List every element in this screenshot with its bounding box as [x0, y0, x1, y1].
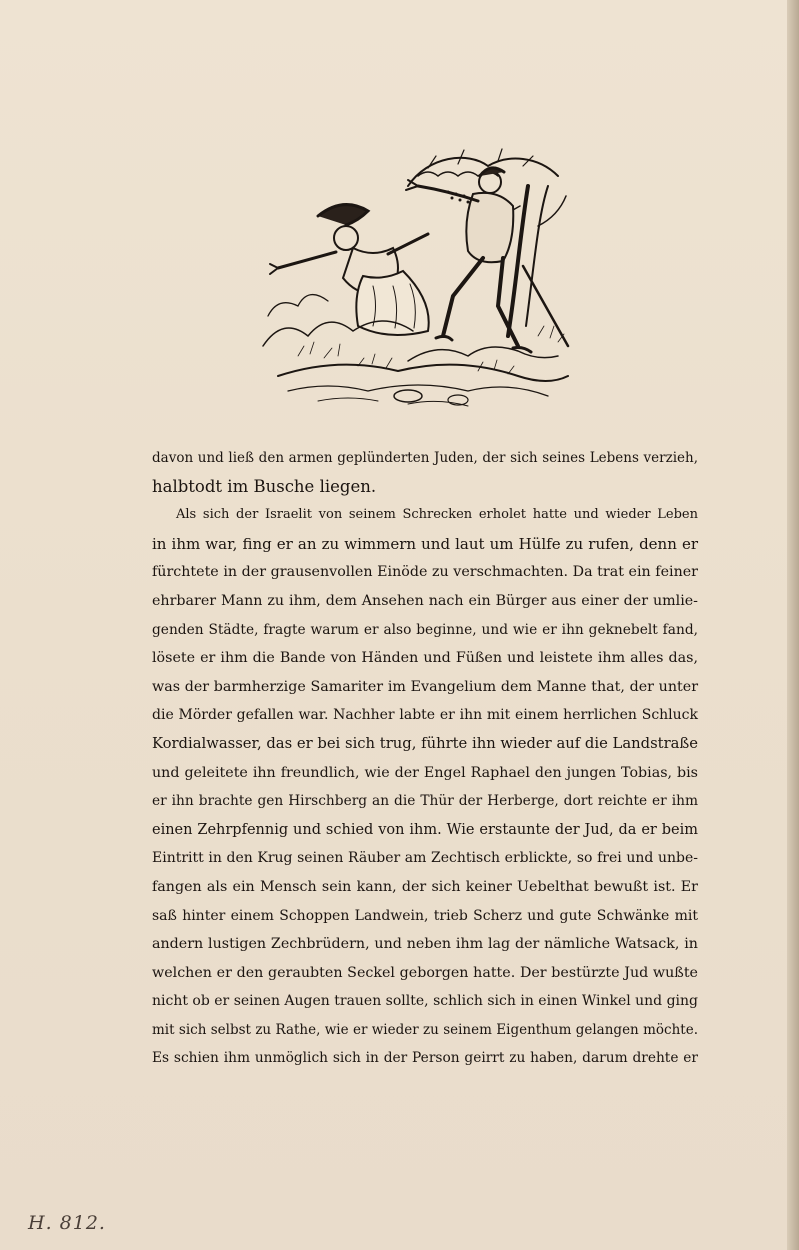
text-line: genden Städte, fragte warum er also beginne, und wie er ihn geknebelt fand,	[152, 621, 698, 638]
page-edge	[787, 0, 799, 1250]
text-line: davon und ließ den armen geplünderten Juden, der sich seines Lebens verzieh,	[152, 450, 698, 466]
text-line: ehrbarer Mann zu ihm, dem Ansehen nach ein Bürger aus einer der umlie-	[152, 592, 698, 609]
shelfmark: H. 812.	[28, 1212, 106, 1234]
text-line: in ihm war, fing er an zu wimmern und laut um Hülfe zu rufen, denn er	[152, 534, 698, 553]
text-line: nicht ob er seinen Augen trauen sollte, schlich sich in einen Winkel und ging	[152, 993, 699, 1010]
text-line: was der barmherzige Samariter im Evangelium dem Manne that, der unter	[152, 678, 698, 695]
text-line: Eintritt in den Krug seinen Räuber am Zechtisch erblickte, so frei und unbe-	[152, 850, 698, 867]
text-line: die Mörder gefallen war. Nachher labte er ihn mit einem herrlichen Schluck	[152, 707, 698, 724]
text-line: Kordialwasser, das er bei sich trug, führte ihn wieder auf die Landstraße	[152, 734, 698, 752]
text-line: saß hinter einem Schoppen Landwein, trieb Scherz und gute Schwänke mit	[152, 907, 698, 924]
text-line: mit sich selbst zu Rathe, wie er wieder zu seinem Eigenthum gelangen möchte.	[152, 1021, 698, 1038]
text-line: fürchtete in der grausenvollen Einöde zu verschmachten. Da trat ein feiner	[152, 564, 698, 581]
text-line: er ihn brachte gen Hirschberg an die Thür der Herberge, dort reichte er ihm	[152, 793, 698, 810]
text-line: und geleitete ihn freundlich, wie der Engel Raphael den jungen Tobias, bis	[152, 764, 698, 781]
text-line: Es schien ihm unmöglich sich in der Person geirrt zu haben, darum drehte er	[152, 1050, 698, 1067]
body-text	[152, 444, 698, 1073]
text-line: lösete er ihm die Bande von Händen und Füßen und leistete ihm alles das,	[152, 650, 698, 667]
text-line: halbtodt im Busche liegen.	[152, 476, 377, 496]
text-line: Als sich der Israelit von seinem Schrecken erholet hatte und wieder Leben	[176, 507, 698, 523]
text-line: andern lustigen Zechbrüdern, und neben ihm lag der nämliche Watsack, in	[152, 936, 698, 953]
text-line: einen Zehrpfennig und schied von ihm. Wie erstaunte der Jud, da er beim	[152, 821, 698, 838]
text-line: welchen er den geraubten Seckel geborgen hatte. Der bestürzte Jud wußte	[152, 964, 698, 981]
text-line: fangen als ein Mensch sein kann, der sich keiner Uebelthat bewußt ist. Er	[152, 878, 698, 895]
woodcut-robbery-illustration-icon	[258, 146, 578, 416]
